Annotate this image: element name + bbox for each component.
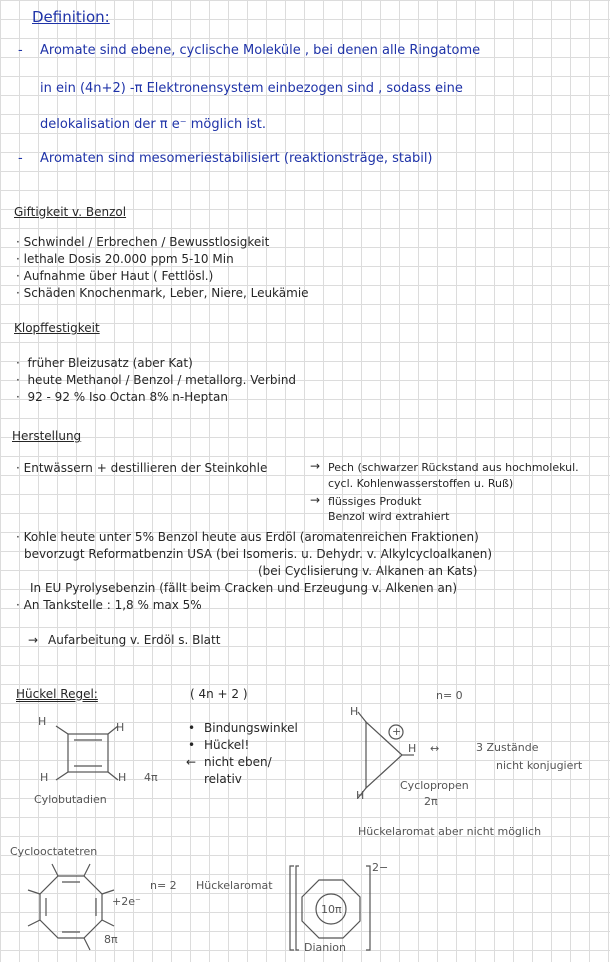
aufarbeitung-note: Aufarbeitung v. Erdöl s. Blatt: [48, 633, 221, 647]
hueckel-formula: ( 4n + 2 ): [190, 687, 248, 701]
hueckel-heading: Hückel Regel:: [16, 687, 98, 701]
resonance-arrow-icon: ↔: [430, 742, 440, 755]
h-atom-label: H: [40, 771, 49, 784]
bracket-left-icon: [290, 866, 294, 950]
list-item: · Schäden Knochenmark, Leber, Niere, Leukämie: [16, 286, 309, 300]
h-atom-label: H: [116, 721, 125, 734]
definition-line-3: delokalisation der π e⁻ möglich ist.: [40, 117, 266, 132]
note-mark: ←: [186, 755, 197, 769]
list-item: · 92 - 92 % Iso Octan 8% n-Heptan: [16, 390, 228, 404]
list-item-text: Schwindel / Erbrechen / Bewusstlosigkeit: [23, 235, 270, 249]
cyclopropen-label: Cyclopropen: [400, 779, 469, 792]
h-atom-label: H: [38, 715, 47, 728]
definition-heading: Definition:: [32, 8, 110, 26]
zustaende-note: 3 Zustände: [476, 741, 539, 754]
zustaende-note: nicht konjugiert: [496, 759, 583, 772]
plus-charge-label: +: [392, 725, 402, 738]
note-mark: •: [188, 738, 196, 752]
bullet-dash: -: [18, 151, 23, 166]
h-atom-label: H: [118, 771, 127, 784]
cyclobutadien-pi-label: 4π: [144, 771, 158, 784]
klopffestigkeit-heading: Klopffestigkeit: [14, 321, 100, 335]
arrow-icon: →: [310, 459, 321, 473]
cyclobutadien-label: Cylobutadien: [34, 793, 107, 806]
arrow-note: Benzol wird extrahiert: [328, 510, 450, 523]
arrow-icon: →: [310, 493, 321, 507]
herstellung-line: (bei Cyclisierung v. Alkanen an Kats): [258, 564, 478, 578]
arrow-icon: →: [28, 633, 39, 647]
list-item-text: 92 - 92 % Iso Octan 8% n-Heptan: [27, 390, 228, 404]
dianion-label: Dianion: [304, 941, 346, 954]
list-item: · Kohle heute unter 5% Benzol heute aus Erdöl (aromatenreichen Fraktionen): [16, 530, 479, 544]
definition-line-1: Aromate sind ebene, cyclische Moleküle , bei denen alle Ringatome: [40, 43, 481, 58]
arrow-note: Pech (schwarzer Rückstand aus hochmolekul.: [328, 461, 579, 474]
dianion-charge-label: 2−: [372, 861, 389, 874]
list-item: · heute Methanol / Benzol / metallorg. Verbind: [16, 373, 297, 387]
list-item: · früher Bleizusatz (aber Kat): [16, 356, 193, 370]
arrow-note: flüssiges Produkt: [328, 495, 422, 508]
hueckel-note: relativ: [204, 772, 242, 786]
h-atom-label: H: [408, 742, 417, 755]
hueckel-note: Hückel!: [204, 738, 250, 752]
cyclooctatetren-ring-icon: [40, 876, 102, 938]
herstellung-line: bevorzugt Reformatbenzin USA (bei Isomeris. u. Dehydr. v. Alkylcycloalkanen): [24, 547, 493, 561]
pi8-label: 8π: [104, 933, 118, 946]
herstellung-line: In EU Pyrolysebenzin (fällt beim Cracken und Erzeugung v. Alkenen an): [30, 581, 458, 595]
arrow-note: cycl. Kohlenwasserstoffen u. Ruß): [328, 477, 514, 490]
definition-line-2: in ein (4n+2) -π Elektronensystem einbezogen sind , sodass eine: [40, 81, 463, 96]
herstellung-heading: Herstellung: [12, 429, 82, 443]
list-item-text: früher Bleizusatz (aber Kat): [27, 356, 193, 370]
list-item: · An Tankstelle : 1,8 % max 5%: [16, 598, 202, 612]
hueckel-note: nicht eben/: [204, 755, 272, 769]
hueckel-note: Bindungswinkel: [204, 721, 298, 735]
definition-line-4: Aromaten sind mesomeriestabilisiert (reaktionsträge, stabil): [40, 151, 433, 166]
n0-label: n= 0: [436, 689, 463, 702]
list-item-text: Schäden Knochenmark, Leber, Niere, Leukämie: [23, 286, 309, 300]
list-item-text: Aufnahme über Haut ( Fettlösl.): [23, 269, 214, 283]
note-mark: •: [188, 721, 196, 735]
charge-label: +2e⁻: [112, 895, 141, 908]
cyclooctatetren-label: Cyclooctatetren: [10, 845, 98, 858]
list-item: · Aufnahme über Haut ( Fettlösl.): [16, 269, 214, 283]
list-item-text: An Tankstelle : 1,8 % max 5%: [23, 598, 202, 612]
hueckelaromat-label: Hückelaromat: [196, 879, 273, 892]
list-item: · Entwässern + destillieren der Steinkohle: [16, 461, 268, 475]
hueckelaromat-aber-note: Hückelaromat aber nicht möglich: [358, 825, 542, 838]
list-item: · Schwindel / Erbrechen / Bewusstlosigkeit: [16, 235, 270, 249]
list-item-text: heute Methanol / Benzol / metallorg. Verbind: [27, 373, 297, 387]
pi10-label: 10π: [321, 903, 342, 916]
n2-label: n= 2: [150, 879, 177, 892]
bracket-right-icon: [366, 866, 370, 950]
list-item: · lethale Dosis 20.000 ppm 5-10 Min: [16, 252, 234, 266]
list-item-text: Entwässern + destillieren der Steinkohle: [23, 461, 268, 475]
h-atom-label: H: [356, 789, 365, 802]
list-item-text: lethale Dosis 20.000 ppm 5-10 Min: [23, 252, 234, 266]
h-atom-label: H: [350, 705, 359, 718]
list-item-text: Kohle heute unter 5% Benzol heute aus Erdöl (aromatenreichen Fraktionen): [23, 530, 479, 544]
cyclopropen-pi-label: 2π: [424, 795, 438, 808]
giftigkeit-heading: Giftigkeit v. Benzol: [14, 205, 127, 219]
bullet-dash: -: [18, 43, 23, 58]
